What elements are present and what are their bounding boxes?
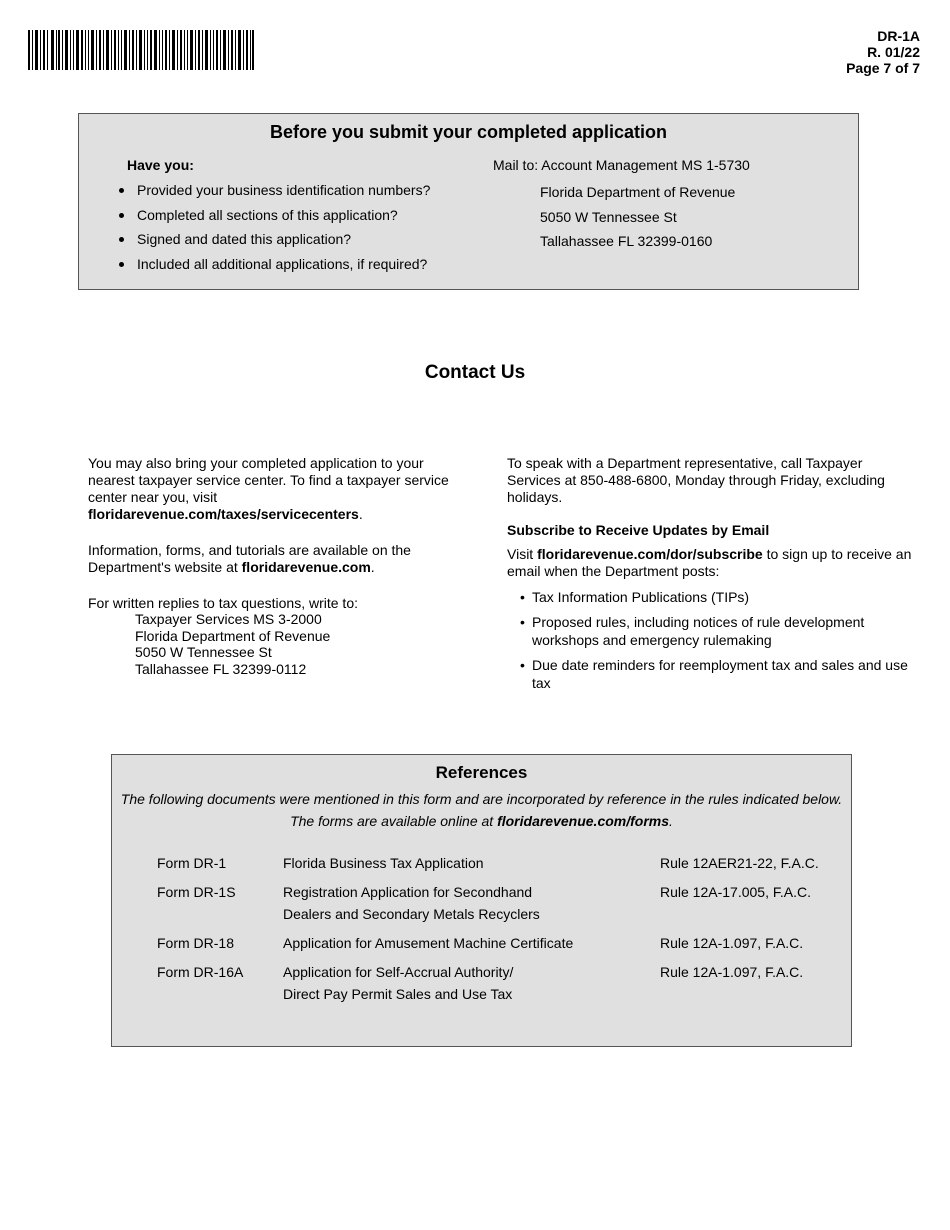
- page-number: Page 7 of 7: [846, 60, 920, 76]
- subscribe-link[interactable]: floridarevenue.com/dor/subscribe: [537, 546, 763, 562]
- written-replies-paragraph: For written replies to tax questions, write to:: [88, 595, 358, 611]
- form-revision: R. 01/22: [867, 44, 920, 60]
- checklist-item: Completed all sections of this application?: [117, 205, 430, 230]
- contact-left-column: [88, 455, 468, 677]
- form-title-cell: Application for Amusement Machine Certificate: [283, 935, 574, 951]
- form-number-cell: Form DR-1: [157, 855, 227, 871]
- address-line: 5050 W Tennessee St: [135, 644, 272, 660]
- form-number: DR-1A: [877, 28, 920, 44]
- subscribe-heading: Subscribe to Receive Updates by Email: [507, 522, 770, 538]
- subscribe-paragraph: Visit floridarevenue.com/dor/subscribe to sign up to receive an email when the Department posts:: [507, 546, 912, 579]
- barcode-image: [28, 30, 254, 70]
- rule-cell: Rule 12AER21-22, F.A.C.: [660, 855, 819, 871]
- mail-to-label: Mail to: Account Management MS 1-5730: [493, 157, 750, 173]
- taxpayer-services-address: [135, 611, 468, 677]
- form-number-cell: Form DR-1S: [157, 884, 236, 900]
- rule-cell: Rule 12A-1.097, F.A.C.: [660, 964, 804, 980]
- references-intro-line: The following documents were mentioned in this form and are incorporated by reference in the rules indicated below.: [120, 791, 843, 807]
- service-center-paragraph: You may also bring your completed application to your nearest taxpayer service center. To find a taxpayer service center near you, visit floridarevenue.com/taxes/servicecenters.: [88, 455, 449, 522]
- contact-right-column: [507, 455, 917, 699]
- address-line: Florida Department of Revenue: [135, 627, 331, 644]
- form-title-cell: Application for Self-Accrual Authority/ Direct Pay Permit Sales and Use Tax: [283, 964, 514, 1002]
- mailing-address: [540, 182, 735, 256]
- checklist-title: Before you submit your completed application: [269, 122, 668, 142]
- checklist: [117, 180, 430, 279]
- references-table: [157, 852, 827, 1012]
- bullet-icon: [119, 262, 124, 267]
- rule-cell: Rule 12A-17.005, F.A.C.: [660, 884, 811, 900]
- checklist-item: Provided your business identification numbers?: [117, 180, 430, 205]
- subscribe-topic-item: • Proposed rules, including notices of rule development workshops and emergency rulemaking: [520, 614, 865, 648]
- checklist-item: Included all additional applications, if required?: [117, 254, 430, 279]
- contact-heading: Contact Us: [424, 362, 526, 383]
- phone-paragraph: To speak with a Department representative, call Taxpayer Services at 850-488-6800, Monday through Friday, excluding holidays.: [507, 455, 885, 505]
- table-row: [157, 852, 827, 881]
- service-centers-link[interactable]: floridarevenue.com/taxes/servicecenters: [88, 506, 359, 522]
- table-row: [157, 932, 827, 961]
- rule-cell: Rule 12A-1.097, F.A.C.: [660, 935, 804, 951]
- bullet-icon: •: [520, 614, 525, 630]
- table-row: [157, 961, 827, 1012]
- form-identifier: [846, 28, 920, 76]
- references-box: [111, 754, 852, 1047]
- bullet-icon: [119, 213, 124, 218]
- form-title-cell: Registration Application for Secondhand Dealers and Secondary Metals Recyclers: [283, 884, 540, 922]
- address-line: Tallahassee FL 32399-0112: [135, 660, 307, 677]
- references-intro: [112, 788, 851, 832]
- website-paragraph: Information, forms, and tutorials are available on the Department's website at floridarevenue.com.: [88, 542, 411, 575]
- form-number-cell: Form DR-18: [157, 935, 235, 951]
- bullet-icon: [119, 188, 124, 193]
- bullet-icon: •: [520, 657, 525, 673]
- subscribe-topics-list: [507, 588, 917, 692]
- mailing-address-line: 5050 W Tennessee St: [540, 208, 677, 225]
- submit-checklist-box: [78, 113, 859, 290]
- references-title: References: [435, 763, 528, 782]
- checklist-prompt: Have you:: [127, 157, 194, 173]
- checklist-item: Signed and dated this application?: [117, 229, 430, 254]
- bullet-icon: •: [520, 589, 525, 605]
- subscribe-topic-item: • Due date reminders for reemployment tax and sales and use tax: [520, 657, 908, 691]
- form-title-cell: Florida Business Tax Application: [283, 855, 484, 871]
- bullet-icon: [119, 237, 124, 242]
- subscribe-topic-item: • Tax Information Publications (TIPs): [520, 589, 750, 605]
- forms-link[interactable]: floridarevenue.com/forms: [497, 813, 670, 829]
- mailing-address-line: Tallahassee FL 32399-0160: [540, 233, 713, 250]
- address-line: Taxpayer Services MS 3-2000: [135, 611, 322, 627]
- mailing-address-line: Florida Department of Revenue: [540, 184, 736, 200]
- references-intro-line: The forms are available online at floridarevenue.com/forms.: [290, 813, 673, 829]
- table-row: [157, 881, 827, 932]
- form-number-cell: Form DR-16A: [157, 964, 244, 980]
- website-link[interactable]: floridarevenue.com: [241, 559, 371, 575]
